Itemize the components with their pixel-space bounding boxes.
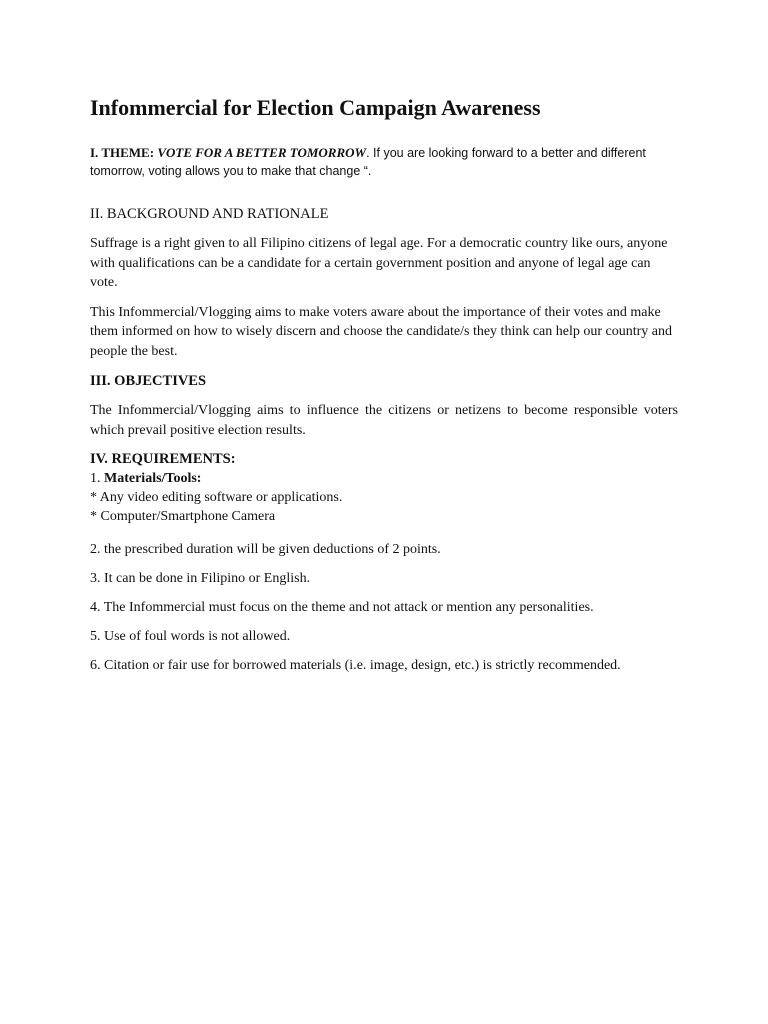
materials-number: 1. <box>90 471 104 486</box>
background-paragraph-2: This Infommercial/Vlogging aims to make voters aware about the importance of their votes and make them informed on how to wisely discern and choose the candidate/s they think can help our country and people the best. <box>90 304 673 359</box>
materials-line <box>90 469 678 488</box>
requirement-item: 2. the prescribed duration will be given deductions of 2 points. <box>90 542 441 557</box>
theme-section <box>90 144 678 180</box>
material-item: * Any video editing software or applications. <box>90 490 343 505</box>
document-body <box>90 94 678 685</box>
requirements-heading: IV. REQUIREMENTS: <box>90 451 236 467</box>
requirement-item: 4. The Infommercial must focus on the theme and not attack or mention any personalities. <box>90 600 594 615</box>
requirement-item: 5. Use of foul words is not allowed. <box>90 629 291 644</box>
spacer <box>90 526 678 540</box>
background-paragraph-1: Suffrage is a right given to all Filipino citizens of legal age. For a democratic country like ours, anyone with qualifications can be a candidate for a certain government position and anyone of legal age can vote. <box>90 236 668 290</box>
requirement-item: 3. It can be done in Filipino or English. <box>90 571 311 586</box>
materials-label: Materials/Tools: <box>104 471 202 486</box>
objectives-paragraph: The Infommercial/Vlogging aims to influence the citizens or netizens to become responsible voters which prevail positive election results. <box>90 403 678 438</box>
material-item: * Computer/Smartphone Camera <box>90 509 276 524</box>
theme-slogan: VOTE FOR A BETTER TOMORROW <box>157 145 367 160</box>
theme-lead: I. THEME: <box>90 145 158 160</box>
document-title: Infommercial for Election Campaign Awareness <box>90 95 541 120</box>
theme-text: . If you are looking forward to a better and different tomorrow, voting allows you to make that change “. <box>90 146 646 178</box>
requirement-item: 6. Citation or fair use for borrowed materials (i.e. image, design, etc.) is strictly recommended. <box>90 658 621 673</box>
background-heading: II. BACKGROUND AND RATIONALE <box>90 206 329 222</box>
objectives-heading: III. OBJECTIVES <box>90 373 207 389</box>
